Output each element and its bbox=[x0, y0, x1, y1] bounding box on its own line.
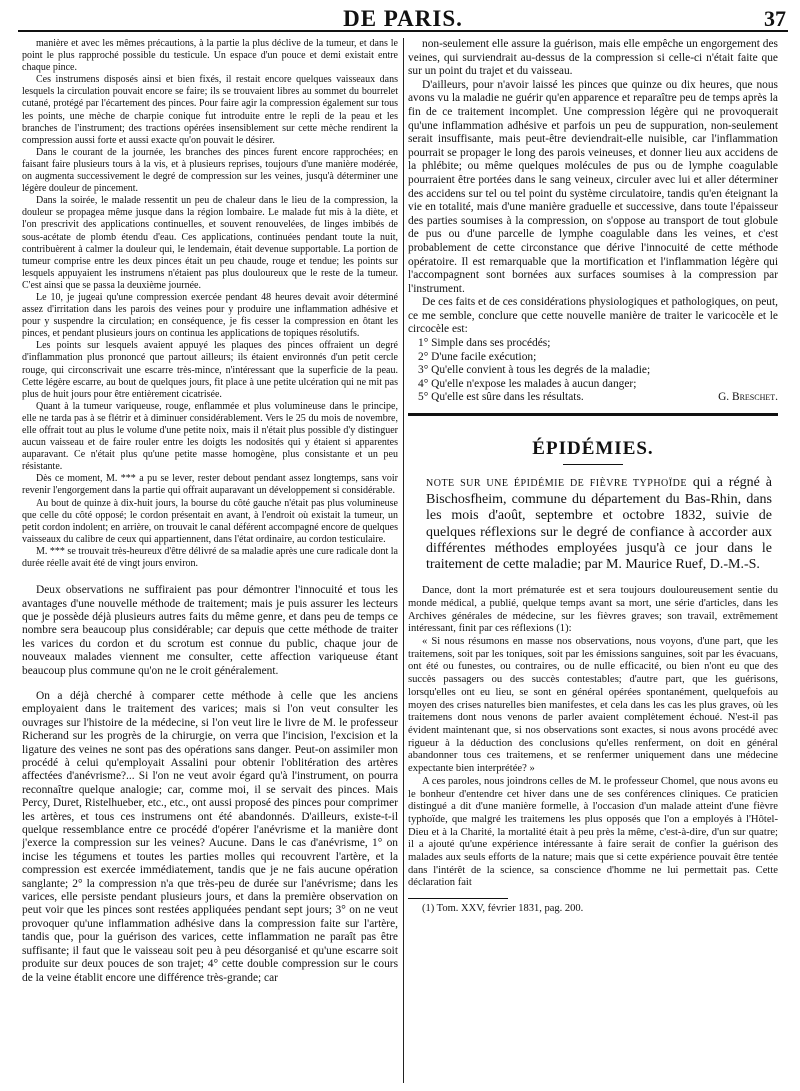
left-column bbox=[22, 38, 398, 1083]
title-rule bbox=[563, 464, 623, 465]
paragraph: De ces faits et de ces considérations physiologiques et pathologiques, on peut, ce me semble, conclure que cette nouvelle manière de traiter le varicocèle et le circocèle est: bbox=[408, 296, 778, 336]
paragraph: Deux observations ne suffiraient pas pour démontrer l'innocuité et tous les avantages d'une nouvelle méthode de traitement; mais je puis assurer les lecteurs que je possède déjà plusieurs autres faits du même genre, et dans peu de temps ce nombre sera beaucoup plus considérable; car depuis que cette méthode de traiter les varices du cordon et du scrotum est connue du public, chaque jour de nouveaux malades viennent me consulter, cette affection variqueuse étant beaucoup plus commune qu'on ne le croit généralement. bbox=[22, 584, 398, 677]
signature-row bbox=[418, 391, 778, 405]
right-column bbox=[408, 38, 778, 1083]
paragraph: M. *** se trouvait très-heureux d'être délivré de sa maladie après une cure radicale dont la durée réelle avait été de vingt jours environ. bbox=[22, 545, 398, 570]
paragraph: Ces instrumens disposés ainsi et bien fixés, il restait encore quelques vaisseaux dans lesquels la circulation pouvait encore se faire; ils se trouvaient libres au sommet du bourrelet cutané, protégé par l'écartement des pinces. Pour faire agir la compression également sur tous les points, une mèche de charpie conique fut introduite entre le repli de la peau et les branches de l'instrument; des tractions opérées insensiblement sur cette mèche rendirent la compression aussi forte et aussi exacte qu'on pouvait le désirer. bbox=[22, 74, 398, 146]
paragraph: non-seulement elle assure la guérison, mais elle empêche un engorgement des veines, qui surviendrait au-dessus de la compression si celle-ci n'était faite que sur un point du trajet et du vaisseau. bbox=[408, 38, 778, 78]
article-heading bbox=[426, 475, 772, 573]
list-item: 1° Simple dans ses procédés; bbox=[418, 337, 551, 350]
page-header bbox=[18, 6, 788, 32]
paragraph: Le 10, je jugeai qu'une compression exercée pendant 48 heures devait avoir déterminé assez d'irritation dans les parois des veines pour y produire une inflammation adhésive et pour y suspendre la circulation; en conséquence, je fis cesser la compression en ôtant les pinces, et pendant plusieurs jours on continua les applications de topiques résolutifs. bbox=[22, 291, 398, 340]
spacer bbox=[22, 570, 398, 584]
list-item: 4° Qu'elle n'expose les malades à aucun danger; bbox=[418, 377, 637, 390]
section-divider bbox=[408, 413, 778, 416]
section-title: ÉPIDÉMIES. bbox=[532, 438, 654, 460]
discussion-block bbox=[22, 584, 398, 985]
footnote-rule bbox=[408, 898, 508, 899]
footnote: (1) Tom. XXV, février 1831, pag. 200. bbox=[422, 903, 584, 915]
quotation-paragraph: « Si nous résumons en masse nos observations, nous voyons, d'une part, que les traitemens, soit par les toniques, soit par les émissions sanguines, soit par les évacuans, ont été ou funestes, ou contraires, ou de nulle efficacité, ou bien n'ont eu que des succès passagers ou des succès contestables; d'autre part, que les guérisons, lorsqu'elles ont eu lieu, se sont en général opérées spontanément, quelquefois au moyen des crises naturelles bien manifestes, et cela dans les cas les plus graves, où les traitemens dont nous venons de parler avaient complètement échoué. N'est-il pas évident maintenant que, si nos observations sont exactes, si nous avons procédé avec rigueur à la déduction des conclusions qu'elles renferment, on doit en général abandonner tous ces traitemens, et se renfermer uniquement dans une médecine expectante bien interprétée? » bbox=[408, 636, 778, 775]
author-signature: G. Breschet. bbox=[718, 391, 778, 404]
paragraph: Quant à la tumeur variqueuse, rouge, enflammée et plus volumineuse dans le principe, elle ne tarda pas à se flétrir et à diminuer considérablement. Vers le 25 du mois de novembre, elle offrait tout au plus le volume d'une petite noix, mais il n'était plus possible d'y distinguer aucun vaisseau et de faire rouler entre les doigts les nodosités qui y étaient si apparentes auparavant. Ce n'était plus qu'une petite masse homogène, plus consistante et un peu résistante. bbox=[22, 400, 398, 473]
running-title: DE PARIS. bbox=[343, 6, 463, 31]
conclusion-block bbox=[408, 38, 778, 337]
conclusion-list bbox=[418, 337, 778, 391]
page-number: 37 bbox=[764, 6, 786, 31]
paragraph: A ces paroles, nous joindrons celles de M. le professeur Chomel, que nous avons eu le bonheur d'entendre cet hiver dans une de ses conférences cliniques. Ce praticien distingué a dit d'une manière formelle, à l'occasion d'un malade atteint d'une fièvre typhoïde, que malgré les traitemens les plus opposés que l'on a employés à l'Hôtel-Dieu et à la Charité, la mortalité était à peu près la même, c'est-à-dire, d'un sur quatre; il a ajouté qu'une expérience intéressante à faire serait de confier la guérison des malades aux seuls efforts de la nature; mais que si cette expérience pouvait être tentée dans l'intérêt de la science, sa conscience d'homme ne lui permettait pas. Cette déclaration fait bbox=[408, 775, 778, 889]
paragraph: Au bout de quinze à dix-huit jours, la bourse du côté gauche n'était pas plus volumineuse que celle du côté opposé; le cordon présentait en avant, à l'endroit où existait la tumeur, un petit cordon indolent; en arrière, on trouvait le canal déférent accompagné encore de quelques vaisseaux du calibre de ceux qui appartiennent, dans l'état ordinaire, au cordon testiculaire. bbox=[22, 497, 398, 545]
column-divider bbox=[403, 38, 404, 1083]
paragraph: manière et avec les mêmes précautions, à la partie la plus déclive de la tumeur, et dans le point le plus rapproché possible du testicule. Un espace d'un pouce et demi existait entre chaque pince. bbox=[22, 38, 398, 74]
list-item: 3° Qu'elle convient à tous les degrés de la maladie; bbox=[418, 364, 651, 377]
epidemic-article bbox=[408, 585, 778, 890]
paragraph: Dans la soirée, le malade ressentit un peu de chaleur dans le lieu de la compression, la douleur se propagea même jusque dans la région lombaire. Le malade fut mis à la diète, et l'on prescrivit des applications continuelles, et souvent renouvelées, de linges imbibés de sous-acétate de plomb étendu d'eau. Ces applications, continuées pendant toute la nuit, contribuèrent à calmer la douleur qui, le lendemain, était devenue supportable. La portion de tumeur comprise entre les deux pinces était un peu chaude, rouge et tendue; les points sur lesquels appuyaient les instrumens n'étaient pas plus douloureux que le reste de la tumeur. C'est ainsi que se passa la deuxième journée. bbox=[22, 195, 398, 291]
article-heading-caps: NOTE SUR UNE ÉPIDÉMIE DE FIÈVRE TYPHOÏDE bbox=[426, 478, 687, 490]
paragraph: Les points sur lesquels avaient appuyé les plaques des pinces offraient un degré d'inflammation plus prononcé que partout ailleurs; ils étaient environnés d'un petit cercle rouge, qui circonscrivait une escarre très-mince, n'intéressant que la superficie de la peau. Cette légère escarre, au bout de quelques jours, fit place à une petite ulcération qui ne mit pas plus de huit jours pour être entièrement cicatrisée. bbox=[22, 340, 398, 400]
paragraph: D'ailleurs, pour n'avoir laissé les pinces que quinze ou dix heures, que nous avons vu la maladie ne guérir qu'en apparence et reparaître peu de temps après la fin de ce traitement incomplet. Une compression légère qui ne provoquerait qu'une inflammation adhésive et parfois un peu de suppuration, non-seulement serait insuffisante, mais peut-être deviendrait-elle nuisible, car l'inflammation pourrait se propager le long des parois veineuses, et donner lieu aux accidens de la phlébite; ou même quelques molécules de pus ou de lymphe coagulable pourraient être portées dans le sang veineux, circuler avec lui et aller déterminer des accidens sur tel ou tel point du système circulatoire, tandis qu'en éteignant la vie en totalité, mais d'une manière graduelle et successive, dans toute l'épaisseur des parties soumises à la compression, on s'oppose au transport de tout globule de pus ou d'une parcelle de lymphe coagulable dans les veines, et c'est probablement de cette circonstance que dérive l'innocuité de cette méthode opératoire. Il est remarquable que la mortification et l'inflammation légère qui l'accompagnent sont bornées aux surfaces soumises à la compression par l'instrument. bbox=[408, 78, 778, 295]
list-item: 5° Qu'elle est sûre dans les résultats. bbox=[418, 391, 584, 404]
list-item: 2° D'une facile exécution; bbox=[418, 350, 537, 363]
paragraph: Dance, dont la mort prématurée est et sera toujours douloureusement sentie du monde médical, a publié, quelque temps avant sa mort, une série d'articles, dans les Archives générales de médecine, sur les fièvres graves; son travail, extrêmement intéressant, finit par ces réflexions (1): bbox=[408, 585, 778, 635]
paragraph: On a déjà cherché à comparer cette méthode à celle que les anciens employaient dans le traitement des varices; mais si l'on veut consulter les ouvrages sur l'histoire de la médecine, si l'on veut lire le livre de M. le professeur Richerand sur les progrès de la chirurgie, on verra que l'incision, l'excision et la ligature des veines ne sont pas des opérations sans danger. Peut-on assimiler mon procédé à celui qu'employait Assalini pour obtenir l'oblitération des artères affectées d'anévrisme?... Si l'on ne veut avoir égard qu'à l'instrument, on pourra reconnaître quelque analogie; car, comme moi, il se servait des pinces. Mais Percy, Duret, Ristelhueber, etc., etc., ont aussi proposé des pinces pour comprimer les artères, et tous ces instrumens ont été abandonnés. D'ailleurs, existe-t-il quelque ressemblance entre ce procédé d'opérer l'anévrisme et la manière dont j'exerce la compression sur les veines? Aucune. Dans le cas d'anévrisme, 1° on incise les tégumens et toutes les parties molles qui recouvrent l'artère, et la compression est exercée immédiatement, tandis que je ne fais aucune opération sanglante; 2° la compression n'a que très-peu de durée sur l'anévrisme; dans les varices, elle persiste pendant plusieurs jours, et dans la première observation on peut voir que les pinces sont restées appliquées pendant sept jours; 3° on ne veut provoquer qu'une inflammation adhésive dans la compression faite sur l'artère, tandis que, pour la guérison des varices, cette inflammation ne paraît pas être suffisante; il faut que le vaisseau soit peu à peu désorganisé et qu'une escarre soit produite sur deux pouces de son trajet; 4° cette double compression sur le cours de la veine établit encore une différence très-grande; car bbox=[22, 689, 398, 984]
paragraph: Dans le courant de la journée, les branches des pinces furent encore rapprochées; en faisant faire plusieurs tours à la vis, et à plusieurs reprises, toujours d'une manière modérée, on augmenta successivement le degré de compression sur les veines, jusqu'à déterminer une légère douleur de pincement. bbox=[22, 146, 398, 195]
paragraph: Dès ce moment, M. *** a pu se lever, rester debout pendant assez longtemps, sans voir revenir l'engorgement dans la partie qui offrait auparavant un développement si considérable. bbox=[22, 473, 398, 497]
article-heading-text: qui a régné à Bischosfheim, commune du département du Bas-Rhin, dans les mois d'août, septembre et octobre 1832, suivie de quelques réflexions sur le degré de confiance à accorder aux différentes méthodes employées jusqu'à ce jour dans le traitement de cette maladie; par M. Maurice Ruef, D.-M.-S. bbox=[426, 475, 772, 573]
